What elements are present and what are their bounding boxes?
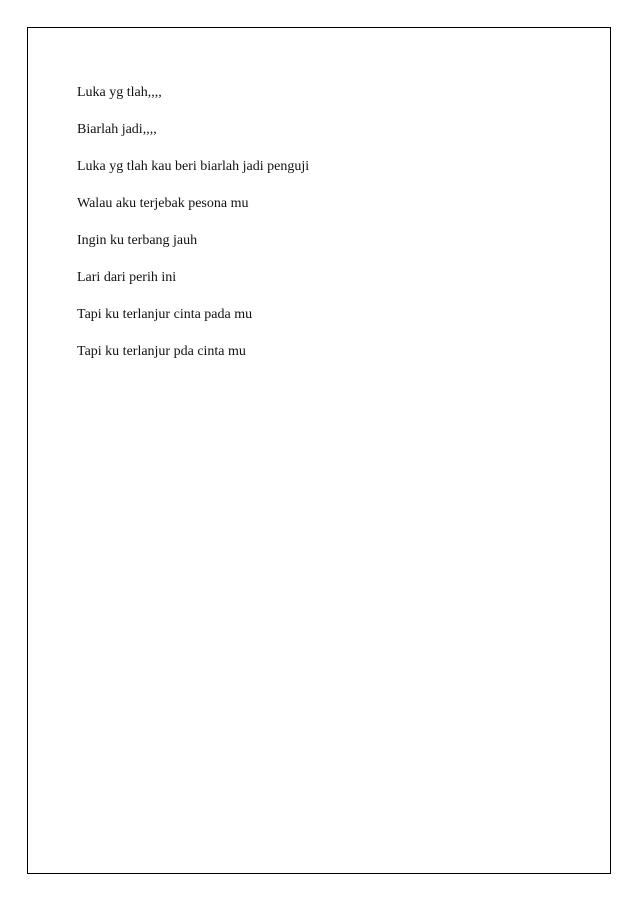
text-line-2: Biarlah jadi,,,,	[77, 122, 157, 137]
text-line-8: Tapi ku terlanjur pda cinta mu	[77, 344, 246, 359]
text-line-1: Luka yg tlah,,,,	[77, 85, 162, 100]
text-line-5: Ingin ku terbang jauh	[77, 233, 198, 248]
document-body	[77, 84, 577, 380]
text-line-7: Tapi ku terlanjur cinta pada mu	[77, 307, 253, 322]
text-line-4: Walau aku terjebak pesona mu	[77, 196, 249, 211]
text-line-6: Lari dari perih ini	[77, 270, 177, 285]
text-line-3: Luka yg tlah kau beri biarlah jadi penguji	[77, 159, 310, 174]
